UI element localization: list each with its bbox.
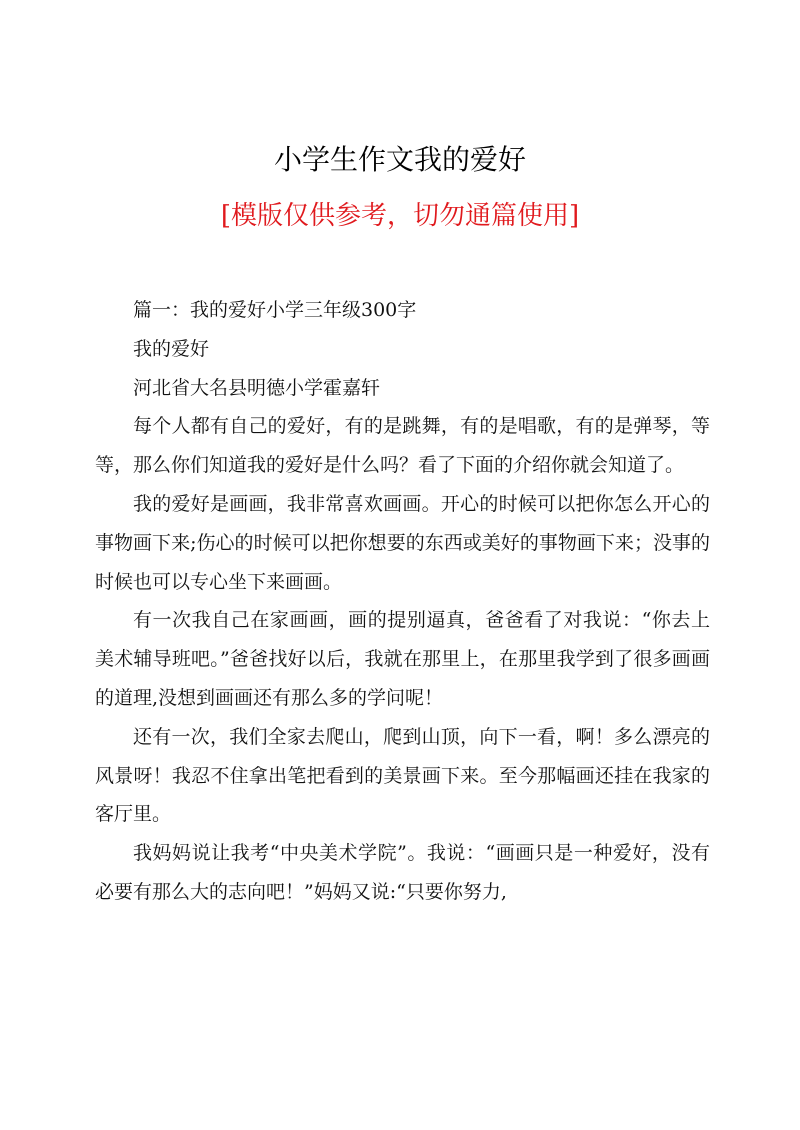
template-notice: [模版仅供参考，切勿通篇使用] bbox=[220, 201, 580, 231]
paragraph: 我妈妈说让我考“中央美术学院”。我说：“画画只是一种爱好，没有必要有那么大的志向吧！”妈妈又说:“只要你努力, bbox=[95, 842, 710, 903]
paragraph-heading: 篇一：我的爱好小学三年级300字 bbox=[133, 299, 417, 321]
document-body bbox=[95, 291, 710, 912]
paragraph: 每个人都有自己的爱好，有的是跳舞，有的是唱歌，有的是弹琴，等等，那么你们知道我的爱好是什么吗？看了下面的介绍你就会知道了。 bbox=[95, 415, 710, 477]
paragraph: 还有一次，我们全家去爬山，爬到山顶，向下一看，啊！多么漂亮的风景呀！我忍不住拿出笔把看到的美景画下来。至今那幅画还挂在我家的客厅里。 bbox=[95, 725, 710, 826]
paragraph-author: 河北省大名县明德小学霍嘉轩 bbox=[133, 376, 381, 399]
paragraph-essay-title: 我的爱好 bbox=[133, 337, 210, 360]
paragraph: 有一次我自己在家画画，画的提别逼真，爸爸看了对我说：“你去上美术辅导班吧。”爸爸找好以后，我就在那里上，在那里我学到了很多画画的道理,没想到画画还有那么多的学问呢！ bbox=[95, 609, 710, 709]
paragraph: 我的爱好是画画，我非常喜欢画画。开心的时候可以把你怎么开心的事物画下来;伤心的时候可以把你想要的东西或美好的事物画下来；没事的时候也可以专心坐下来画画。 bbox=[95, 492, 710, 593]
document-title: 小学生作文我的爱好 bbox=[273, 143, 526, 176]
